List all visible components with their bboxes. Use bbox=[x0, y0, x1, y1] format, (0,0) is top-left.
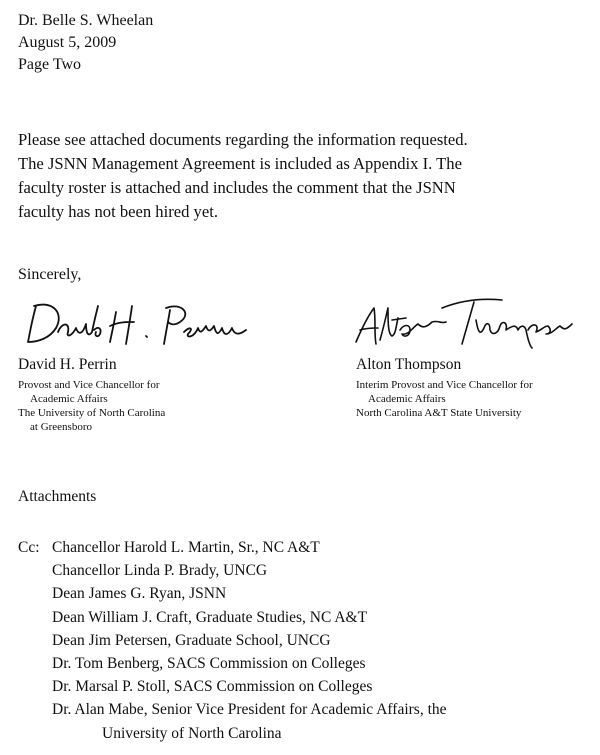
body-line: Please see attached documents regarding the information requested. bbox=[18, 130, 468, 149]
signer-left-title bbox=[18, 378, 165, 434]
cc-entry: Chancellor Harold L. Martin, Sr., NC A&T bbox=[52, 539, 320, 556]
title-line: Academic Affairs bbox=[368, 393, 446, 405]
closing: Sincerely, bbox=[18, 266, 82, 283]
letter-date: August 5, 2009 bbox=[18, 34, 117, 51]
cc-entry: Dean Jim Petersen, Graduate School, UNCG bbox=[52, 631, 331, 649]
letter-header bbox=[18, 10, 153, 76]
signature-left bbox=[24, 292, 254, 352]
signature-right bbox=[352, 290, 582, 350]
cc-entry: Dr. Marsal P. Stoll, SACS Commission on Colleges bbox=[52, 678, 373, 696]
body-line: The JSNN Management Agreement is included as Appendix I. The bbox=[18, 154, 462, 173]
title-line: Provost and Vice Chancellor for bbox=[18, 379, 160, 391]
attachments-label: Attachments bbox=[18, 488, 97, 505]
recipient-name: Dr. Belle S. Wheelan bbox=[18, 12, 154, 29]
cc-entry-continuation: University of North Carolina bbox=[102, 724, 282, 742]
cc-entry: Dean James G. Ryan, JSNN bbox=[52, 585, 227, 603]
title-line: North Carolina A&T State University bbox=[356, 407, 522, 419]
signer-right-title bbox=[356, 378, 533, 420]
signer-right-name: Alton Thompson bbox=[356, 356, 462, 373]
cc-entry: Dean William J. Craft, Graduate Studies, NC A&T bbox=[52, 608, 368, 626]
body-line: faculty roster is attached and includes the comment that the JSNN bbox=[18, 178, 456, 197]
title-line: Academic Affairs bbox=[30, 393, 108, 405]
signer-right-block bbox=[356, 356, 533, 420]
title-line: at Greensboro bbox=[30, 421, 93, 433]
cc-list bbox=[52, 536, 447, 745]
signer-left-name: David H. Perrin bbox=[18, 356, 117, 373]
body-line: faculty has not been hired yet. bbox=[18, 202, 218, 221]
body-paragraph bbox=[18, 128, 588, 224]
cc-entry: Chancellor Linda P. Brady, UNCG bbox=[52, 562, 268, 580]
title-line: The University of North Carolina bbox=[18, 407, 166, 419]
cc-entry: Dr. Tom Benberg, SACS Commission on Colleges bbox=[52, 655, 366, 673]
cc-entry: Dr. Alan Mabe, Senior Vice President for Academic Affairs, the bbox=[52, 701, 447, 719]
page-number: Page Two bbox=[18, 56, 82, 73]
cc-label: Cc: bbox=[18, 539, 40, 556]
signer-left-block bbox=[18, 356, 165, 434]
title-line: Interim Provost and Vice Chancellor for bbox=[356, 379, 533, 391]
